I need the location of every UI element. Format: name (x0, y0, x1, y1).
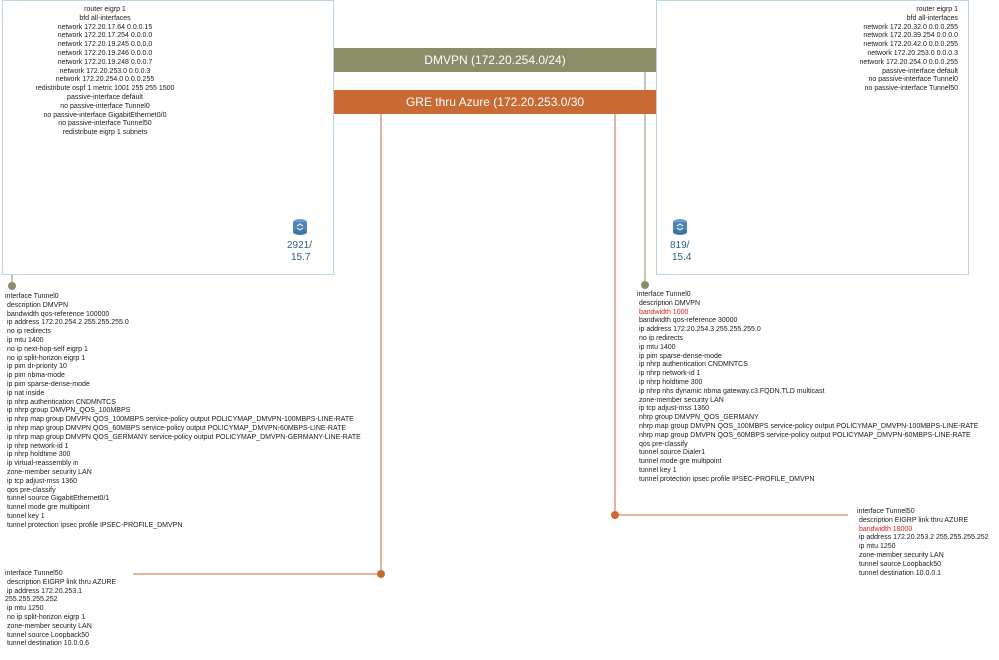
config-line: ip pim nbma-mode (5, 372, 65, 380)
config-line: no ip redirects (637, 334, 683, 342)
gre-band-label: GRE thru Azure (172.20.253.0/30 (405, 95, 585, 109)
config-line: network 172.20.17.254 0.0.0.0 (57, 32, 153, 40)
config-line: tunnel protection ipsec profile IPSEC-PROFILE_DMVPN (5, 521, 183, 529)
config-line: no passive-interface GigabitEthernet0/0 (43, 111, 167, 119)
right-gre-dot (611, 511, 619, 519)
config-line: interface Tunnel0 (637, 291, 691, 298)
config-line: redistribute eigrp 1 subnets (62, 129, 148, 137)
config-line: bandwidth 1000 (637, 308, 689, 316)
config-line: network 172.20.32.0 0.0.0.255 (863, 23, 958, 31)
config-line: zone-member security LAN (637, 396, 724, 404)
config-line: no ip split-horizon eigrp 1 (5, 613, 86, 621)
config-line: 255.255.255.252 (5, 596, 58, 604)
config-line: ip nhrp authentication CNDMNTCS (5, 398, 116, 406)
config-line: tunnel key 1 (637, 466, 677, 474)
left-router-version: 15.7 (291, 252, 311, 263)
config-line: ip pim dr-priority 10 (5, 363, 67, 371)
config-line: network 172.20.253.0 0.0.0.3 (867, 49, 958, 57)
config-line: network 172.20.19.248 0.0.0.7 (57, 58, 153, 66)
config-line: interface Tunnel0 (5, 293, 59, 300)
config-line: passive-interface default (882, 67, 958, 75)
config-line: ip nhrp holdtime 300 (5, 451, 71, 459)
config-line: bandwidth qos-reference 100000 (5, 310, 110, 318)
left-dmvpn-dot (8, 282, 16, 290)
config-line: ip nhrp authentication CNDMNTCS (637, 361, 748, 369)
left-tunnel50-config (5, 570, 116, 649)
config-line: zone-member security LAN (5, 468, 92, 476)
config-line: network 172.20.39.254 0.0.0.0 (863, 32, 958, 40)
config-line: ip address 172.20.254.3 255.255.255.0 (637, 326, 761, 334)
left-tunnel0-config (5, 293, 361, 531)
config-line: ip mtu 1400 (5, 336, 44, 344)
config-line: tunnel mode gre multipoint (637, 458, 722, 466)
config-line: description DMVPN (5, 301, 69, 309)
config-line: ip pim sparse-dense-mode (5, 380, 90, 388)
config-line: no passive-interface Tunnel0 (60, 102, 150, 110)
left-router-model: 2921/ (287, 240, 313, 251)
config-line: network 172.20.17.64 0.0.0.15 (57, 23, 153, 31)
config-line: ip nhrp group DMVPN_QOS_100MBPS (5, 407, 131, 415)
config-line: ip address 172.20.253.1 (5, 587, 83, 595)
config-line: ip nhrp map group DMVPN QOS_60MBPS service-policy output POLICYMAP_DMVPN-60MBPS-LINE-RATE (5, 424, 347, 432)
config-line: no passive-interface Tunnel50 (58, 120, 152, 128)
left-router-label (287, 240, 312, 264)
config-line: ip tcp adjust-mss 1360 (5, 477, 77, 485)
config-line: qos pre-classify (637, 440, 688, 448)
config-line: description EIGRP link thru AZURE (5, 578, 117, 586)
dmvpn-band (334, 48, 656, 72)
config-line: network 172.20.254.0 0.0.0.255 (55, 76, 155, 84)
right-router-version: 15.4 (672, 252, 692, 263)
config-line: tunnel source Dialer1 (637, 449, 706, 457)
config-line: tunnel key 1 (5, 512, 45, 520)
config-line: bfd all-interfaces (906, 14, 958, 22)
config-line: ip tcp adjust-mss 1360 (637, 405, 709, 413)
config-line: bandwidth qos-reference 30000 (637, 317, 738, 325)
router-icon (672, 218, 688, 236)
config-line: ip nhrp network-id 1 (637, 370, 701, 378)
config-line: ip address 172.20.254.2 255.255.255.0 (5, 319, 129, 327)
config-line: network 172.20.253.0 0.0.0.3 (59, 67, 151, 75)
router-icon (292, 218, 308, 236)
config-line: no passive-interface Tunnel0 (868, 76, 958, 84)
config-line: tunnel destination 10.0.0.1 (857, 569, 942, 577)
config-line: network 172.20.254.0 0.0.0.255 (859, 58, 958, 66)
config-line: ip address 172.20.253.2 255.255.255.252 (857, 534, 989, 542)
config-line: ip nhrp holdtime 300 (637, 378, 703, 386)
config-line: no ip redirects (5, 328, 51, 336)
config-line: interface Tunnel50 (857, 508, 915, 515)
config-line: ip mtu 1250 (5, 605, 44, 613)
config-line: nhrp map group DMVPN QOS_100MBPS service-policy output POLICYMAP_DMVPN-100MBPS-LINE-RATE (637, 422, 979, 430)
left-eigrp-config (30, 6, 180, 138)
config-line: bfd all-interfaces (79, 14, 131, 22)
right-tunnel0-config (637, 291, 978, 485)
config-line: qos pre-classify (5, 486, 56, 494)
gre-band (334, 90, 656, 114)
config-line: ip nat inside (5, 389, 45, 397)
right-dmvpn-dot (641, 281, 649, 289)
config-line: ip mtu 1250 (857, 543, 896, 551)
config-line: ip virtual-reassembly in (5, 460, 79, 468)
config-line: bandwidth 18000 (857, 525, 913, 533)
config-line: zone-member security LAN (857, 551, 944, 559)
config-line: no ip split-horizon eigrp 1 (5, 354, 86, 362)
config-line: nhrp group DMVPN_QOS_GERMANY (637, 414, 759, 422)
config-line: zone-member security LAN (5, 622, 92, 630)
config-line: nhrp map group DMVPN QOS_60MBPS service-policy output POLICYMAP_DMVPN-60MBPS-LINE-RATE (637, 431, 971, 439)
right-tunnel50-config (857, 508, 989, 578)
right-router-model: 819/ (670, 240, 690, 251)
config-line: ip nhrp nhs dynamic nbma gateway.c3.FQDN.TLD multicast (637, 387, 825, 395)
config-line: tunnel source Loopback50 (857, 560, 942, 568)
config-line: tunnel mode gre multipoint (5, 504, 90, 512)
config-line: ip nhrp map group DMVPN QOS_GERMANY service-policy output POLICYMAP_DMVPN-GERMANY-LINE-RATE (5, 433, 361, 441)
config-line: network 172.20.19.245 0.0.0.0 (57, 41, 153, 49)
dmvpn-band-label: DMVPN (172.20.254.0/24) (424, 53, 566, 67)
left-gre-dot (377, 570, 385, 578)
config-line: ip mtu 1400 (637, 343, 676, 351)
config-line: redistribute ospf 1 metric 1001 255 255 1500 (35, 85, 175, 93)
config-line: tunnel source GigabitEthernet0/1 (5, 495, 110, 503)
config-line: ip pim sparse-dense-mode (637, 352, 722, 360)
config-line: no passive-interface Tunnel50 (864, 85, 958, 93)
config-line: tunnel source Loopback50 (5, 631, 90, 639)
config-line: ip nhrp map group DMVPN QOS_100MBPS service-policy output POLICYMAP_DMVPN-100MBPS-LINE-RATE (5, 416, 354, 424)
config-line: tunnel protection ipsec profile IPSEC-PROFILE_DMVPN (637, 475, 815, 483)
config-line: network 172.20.42.0 0.0.0.255 (863, 41, 958, 49)
config-line: no ip next-hop-self eigrp 1 (5, 345, 88, 353)
right-router-label (670, 240, 691, 264)
config-line: passive-interface default (67, 93, 143, 101)
config-line: router eigrp 1 (84, 6, 126, 13)
config-line: network 172.20.19.246 0.0.0.0 (57, 49, 153, 57)
config-line: description DMVPN (637, 299, 701, 307)
config-line: interface Tunnel50 (5, 570, 63, 577)
config-line: router eigrp 1 (916, 6, 958, 13)
config-line: ip nhrp network-id 1 (5, 442, 69, 450)
config-line: tunnel destination 10.0.0.6 (5, 640, 90, 648)
config-line: description EIGRP link thru AZURE (857, 516, 969, 524)
right-eigrp-config (820, 6, 958, 94)
